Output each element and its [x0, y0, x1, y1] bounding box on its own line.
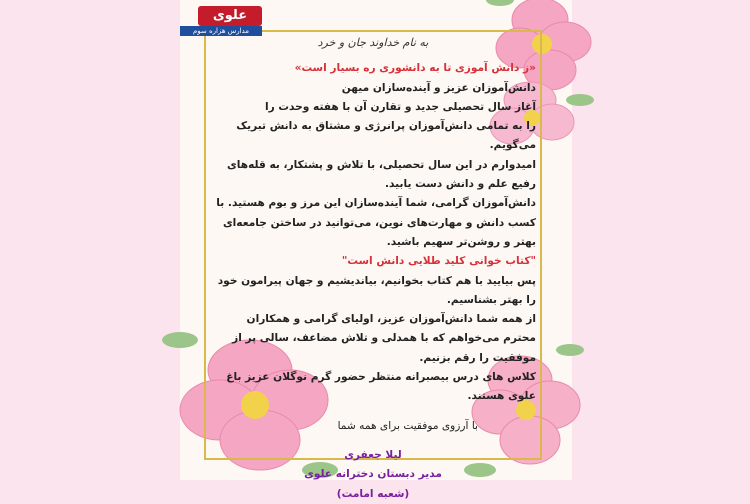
paragraph-3: را به تمامی دانش‌آموزان پرانرژی و مشتاق به دانش تبریک می‌گویم.: [236, 120, 536, 152]
bismillah-heading: به نام خداوند جان و خرد: [317, 36, 429, 49]
letter-body: [210, 33, 536, 504]
paragraph-6: پس بیایید با هم کتاب بخوانیم، بیاندیشیم و جهان پیرامون خود را بهتر بشناسیم.: [217, 274, 536, 306]
signature-name: لیلا جعفری: [344, 448, 402, 461]
paragraph-8: کلاس های درس بیصبرانه منتظر حضور گرم نوگلان عزیز باغ علوی هستند.: [226, 371, 536, 403]
reading-quote: "کتاب خوانی کلید طلایی دانش است": [341, 255, 536, 268]
spacer: [210, 436, 536, 446]
signature-branch: (شعبه امامت): [336, 487, 410, 500]
announcement-card: [180, 0, 572, 500]
spacer: [210, 407, 536, 417]
closing-wish: با آرزوی موفقیت برای همه شما: [337, 419, 478, 432]
quote-heading: «ز دانش آموزی تا به دانشوری ره بسیار است»: [294, 62, 536, 75]
school-logo: [180, 6, 262, 36]
paragraph-7: از همه شما دانش‌آموزان عزیز، اولیای گرامی و همکاران محترم می‌خواهم که با همدلی و تلاش مضاعف، سالی پر از موفقیت را رقم بزنیم.: [232, 313, 536, 364]
logo-subtitle: مدارس هزاره سوم: [180, 26, 262, 36]
paragraph-5: دانش‌آموزان گرامی، شما آینده‌سازان این مرز و بوم هستید. با کسب دانش و مهارت‌های نوین، می‌توانید در ساختن جامعه‌ای بهتر و روشن‌تر سهیم باشید.: [216, 197, 536, 248]
paragraph-2: آغاز سال تحصیلی جدید و تقارن آن با هفته وحدت را: [264, 100, 536, 113]
paragraph-4: امیدوارم در این سال تحصیلی، با تلاش و پشتکار، به قله‌های رفیع علم و دانش دست یابید.: [227, 158, 536, 191]
signature-title: مدیر دبستان دخترانه علوی: [304, 468, 442, 481]
logo-title: علوی: [198, 6, 262, 26]
paragraph-1: دانش‌آموزان عزیز و آینده‌سازان میهن: [341, 81, 536, 94]
